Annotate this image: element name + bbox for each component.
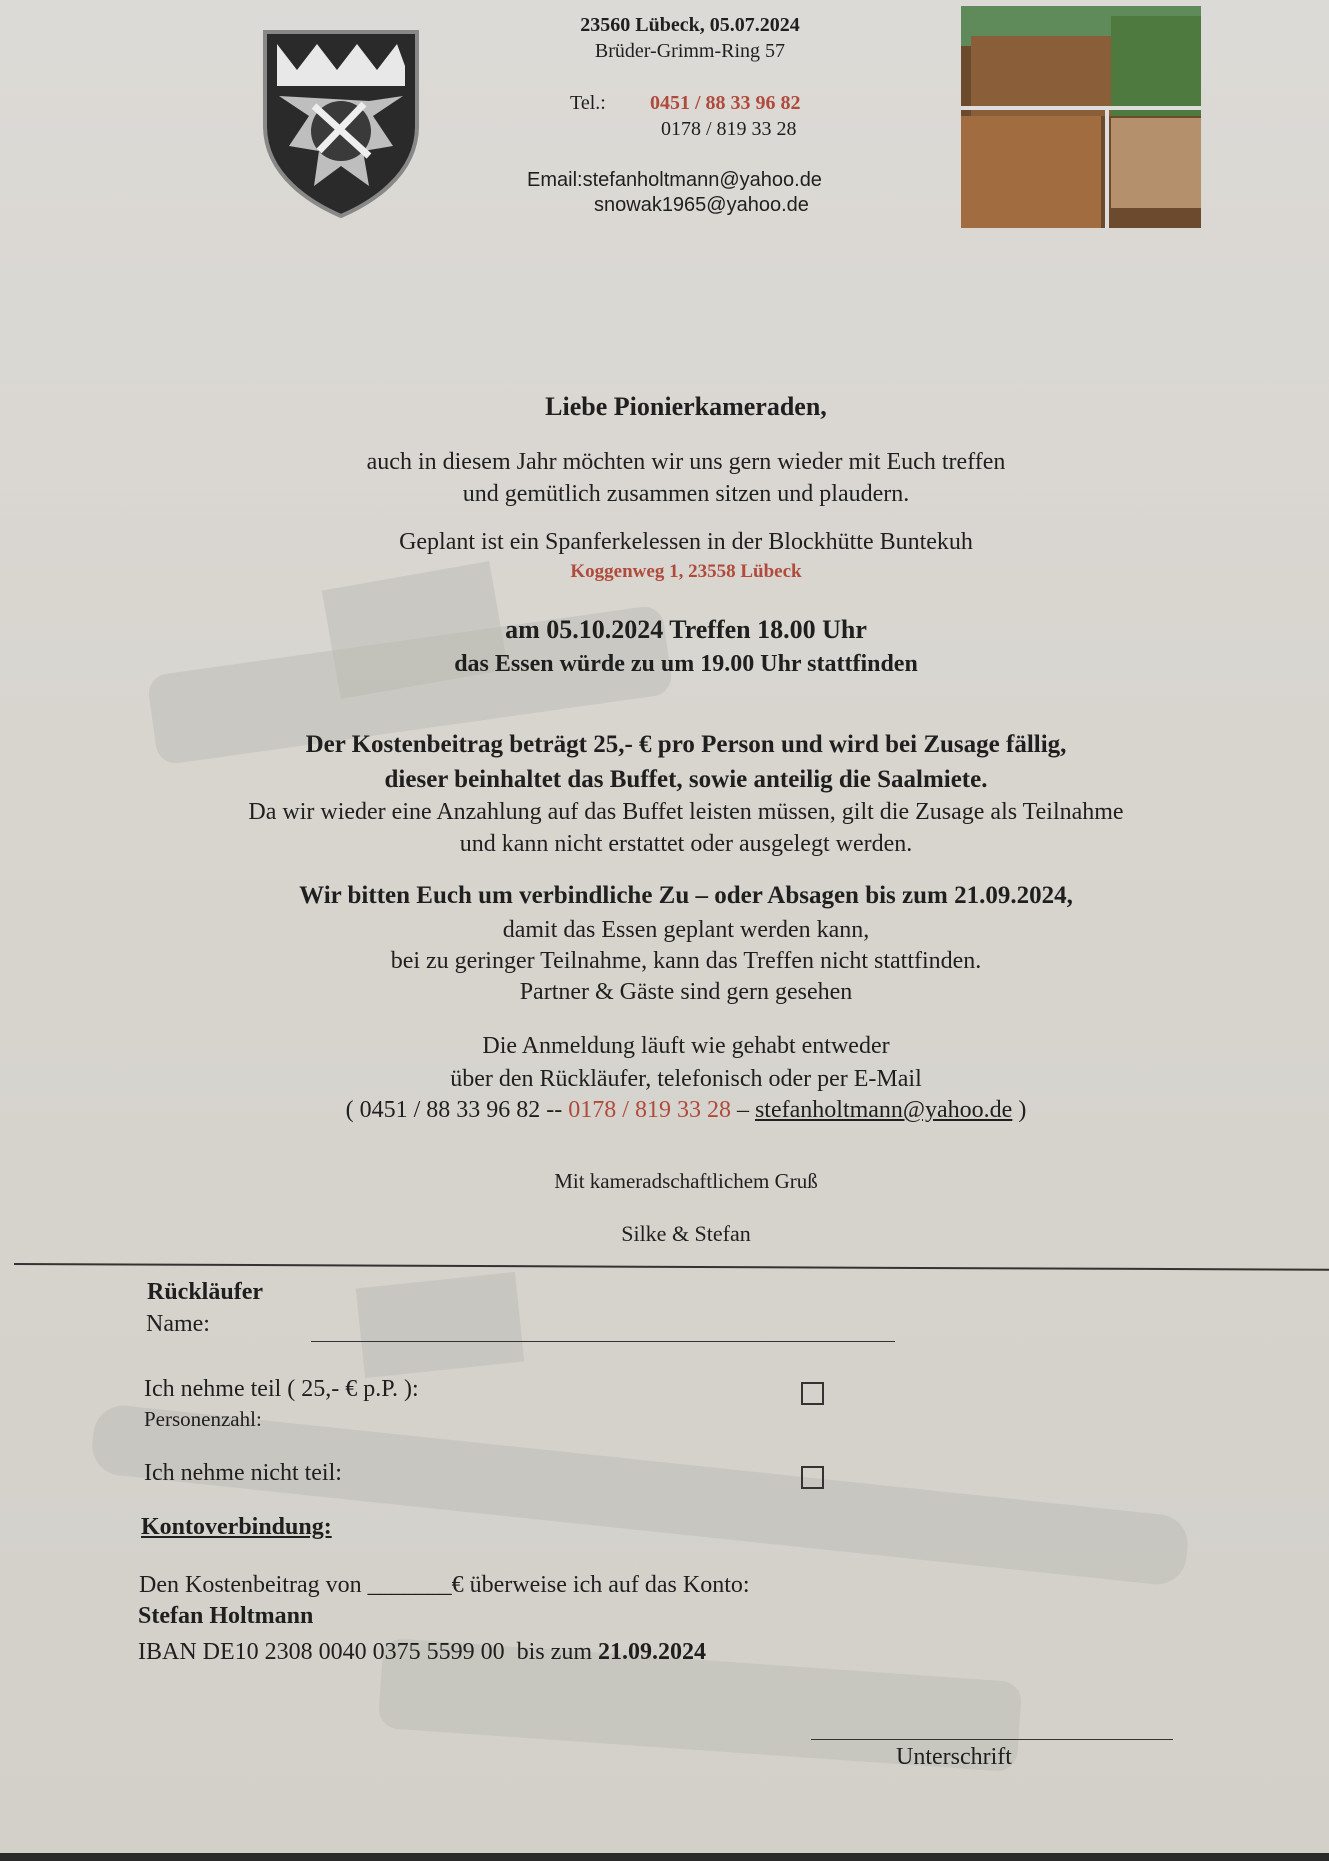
cut-line	[14, 1263, 1329, 1271]
email-2: snowak1965@yahoo.de	[594, 194, 809, 216]
not-attend-label: Ich nehme nicht teil:	[144, 1460, 342, 1486]
cost-line-1: Der Kostenbeitrag beträgt 25,- € pro Person und wird bei Zusage fällig,	[305, 731, 1067, 758]
rsvp-line-2: damit das Essen geplant werden kann,	[502, 917, 870, 943]
tel-2: 0178 / 819 33 28	[661, 118, 797, 140]
cost-line-4: und kann nicht erstattet oder ausgelegt werden.	[459, 831, 913, 857]
name-field[interactable]	[311, 1341, 895, 1342]
contact-email-link[interactable]: stefanholtmann@yahoo.de	[754, 1097, 1013, 1123]
cost-line-3: Da wir wieder eine Anzahlung auf das Buffet leisten müssen, gilt die Zusage als Teilnahme	[248, 799, 1124, 825]
intro-line-1: auch in diesem Jahr möchten wir uns gern wieder mit Euch treffen	[366, 449, 1006, 475]
form-title: Rückläufer	[147, 1279, 263, 1305]
street: Brüder-Grimm-Ring 57	[594, 40, 786, 62]
blockhuette-photo	[961, 6, 1201, 228]
account-holder: Stefan Holtmann	[138, 1603, 314, 1629]
attend-label: Ich nehme teil ( 25,- € p.P. ):	[144, 1376, 419, 1402]
bracket: )	[1012, 1097, 1027, 1123]
email-1: stefanholtmann@yahoo.de	[582, 169, 822, 191]
coat-of-arms-logo	[259, 26, 423, 220]
registration-line-1: Die Anmeldung läuft wie gehabt entweder	[482, 1033, 890, 1059]
place-date: 23560 Lübeck, 05.07.2024	[580, 14, 800, 36]
rsvp-line-1: Wir bitten Euch um verbindliche Zu – oder Absagen bis zum 21.09.2024,	[299, 882, 1073, 909]
registration-contacts	[43, 1097, 1329, 1124]
iban: IBAN DE10 2308 0040 0375 5599 00 bis zum	[138, 1639, 598, 1665]
signature-names: Silke & Stefan	[621, 1221, 751, 1246]
attend-checkbox[interactable]	[801, 1382, 824, 1405]
bottom-edge	[0, 1853, 1329, 1861]
registration-line-2: über den Rückläufer, telefonisch oder per E-Mail	[450, 1066, 922, 1092]
account-heading: Kontoverbindung:	[141, 1514, 332, 1540]
cost-line-2: dieser beinhaltet das Buffet, sowie anteilig die Saalmiete.	[384, 766, 988, 793]
signature-label: Unterschrift	[896, 1744, 1012, 1770]
payment-deadline: 21.09.2024	[597, 1639, 706, 1665]
email-label: Email:	[527, 169, 583, 191]
watermark-shape	[356, 1272, 525, 1378]
plan-line: Geplant ist ein Spanferkelessen in der Blockhütte Buntekuh	[399, 529, 973, 555]
food-time-line: das Essen würde zu um 19.00 Uhr stattfinden	[454, 651, 918, 677]
rsvp-line-3: bei zu geringer Teilnahme, kann das Treffen nicht stattfinden.	[390, 948, 982, 974]
persons-label: Personenzahl:	[144, 1407, 262, 1431]
not-attend-checkbox[interactable]	[801, 1466, 824, 1489]
closing: Mit kameradschaftlichem Gruß	[554, 1169, 818, 1193]
intro-line-2: und gemütlich zusammen sitzen und plaudern.	[462, 481, 910, 507]
tel-1: 0451 / 88 33 96 82	[650, 92, 801, 114]
tel-label: Tel.:	[570, 92, 606, 114]
separator: –	[730, 1097, 755, 1123]
rsvp-line-4: Partner & Gäste sind gern gesehen	[519, 979, 853, 1005]
venue-address: Koggenweg 1, 23558 Lübeck	[570, 561, 802, 582]
contact-phone-1: ( 0451 / 88 33 96 82 --	[345, 1097, 569, 1123]
greeting: Liebe Pionierkameraden,	[545, 392, 827, 421]
date-line: am 05.10.2024 Treffen 18.00 Uhr	[505, 615, 867, 644]
transfer-text: Den Kostenbeitrag von _______€ überweise ich auf das Konto:	[139, 1572, 750, 1598]
signature-field[interactable]	[811, 1739, 1173, 1740]
contact-phone-2: 0178 / 819 33 28	[568, 1097, 731, 1123]
name-label: Name:	[146, 1311, 210, 1337]
